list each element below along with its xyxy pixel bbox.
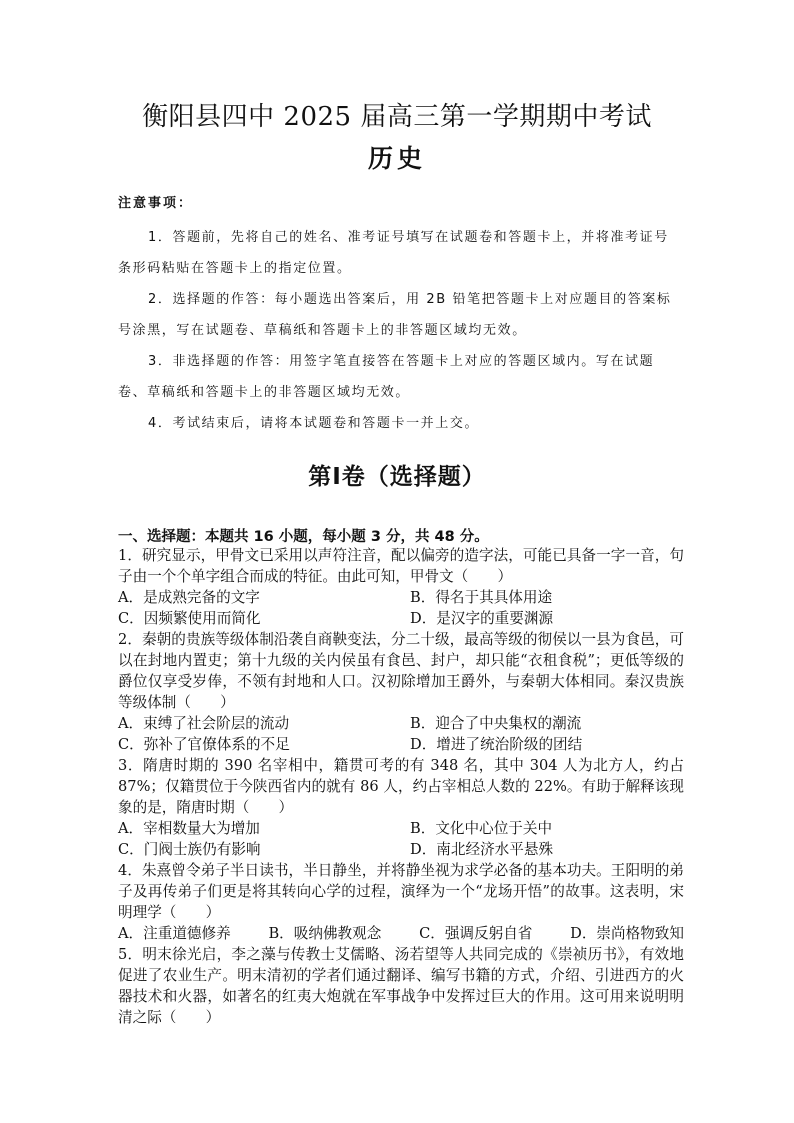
question-2 xyxy=(118,629,684,755)
question-stem: 4．朱熹曾令弟子半日读书，半日静坐，并将静坐视为求学必备的基本功夫。王阳明的弟子及再传弟子们更是将其转向心学的过程，演绎为一个“龙场开悟”的故事。这表明，宋明理学（ ） xyxy=(118,862,684,921)
option-d: D．是汉字的重要渊源 xyxy=(410,610,554,627)
option-a: A．束缚了社会阶层的流动 xyxy=(118,715,290,732)
question-stem: 3．隋唐时期的 390 名宰相中，籍贯可考的有 348 名，其中 304 人为北方人，约占 87%；仅籍贯位于今陕西省内的就有 86 人，约占宰相总人数的 22%。有助于解释该现象的是，隋唐时期（ ） xyxy=(118,757,684,816)
option-row xyxy=(118,839,684,860)
question-1 xyxy=(118,545,684,629)
option-a: A．注重道德修养 xyxy=(118,925,231,942)
question-4 xyxy=(118,860,684,944)
option-row xyxy=(118,713,684,734)
question-stem: 5．明末徐光启，李之藻与传教士艾儒略、汤若望等人共同完成的《崇祯历书》，有效地促进了农业生产。明末清初的学者们通过翻译、编写书籍的方式，介绍、引进西方的火器技术和火器，如著名的红夷大炮就在军事战争中发挥过巨大的作用。这可用来说明明清之际（ ） xyxy=(118,946,684,1026)
part-title: 第Ⅰ卷（选择题） xyxy=(308,464,486,490)
option-d: D．增进了统治阶级的团结 xyxy=(410,736,583,753)
notice-item-3: 3．非选择题的作答：用签字笔直接答在答题卡上对应的答题区域内。写在试题卷、草稿纸和答题卡上的非答题区域均无效。 xyxy=(118,354,655,400)
option-b: B．吸纳佛教观念 xyxy=(268,925,382,942)
option-c: C．因频繁使用而简化 xyxy=(118,610,261,627)
option-d: D．崇尚格物致知 xyxy=(570,925,684,942)
option-a: A．宰相数量大为增加 xyxy=(118,820,260,837)
option-c: C．强调反躬自省 xyxy=(419,925,533,942)
option-row xyxy=(118,608,684,629)
section-heading: 一、选择题：本题共 16 小题，每小题 3 分，共 48 分。 xyxy=(118,529,489,545)
notice-item-1: 1．答题前，先将自己的姓名、准考证号填写在试题卷和答题卡上，并将准考证号条形码粘贴在答题卡上的指定位置。 xyxy=(118,230,669,276)
option-c: C．门阀士族仍有影响 xyxy=(118,841,261,858)
notice-heading: 注意事项： xyxy=(118,196,194,211)
question-stem: 2．秦朝的贵族等级体制沿袭自商鞅变法，分二十级，最高等级的彻侯以一县为食邑，可以在封地内置吏；第十九级的关内侯虽有食邑、封户，却只能“衣租食税”；更低等级的爵位仅享受岁俸，不领有封地和人口。汉初除增加王爵外，与秦朝大体相同。秦汉贵族等级体制（ ） xyxy=(118,631,684,711)
option-row xyxy=(118,923,684,944)
exam-title: 衡阳县四中 2025 届高三第一学期期中考试 xyxy=(142,102,652,132)
notice-item-2: 2．选择题的作答：每小题选出答案后，用 2B 铅笔把答题卡上对应题目的答案标号涂黑，写在试题卷、草稿纸和答题卡上的非答题区域均无效。 xyxy=(118,292,672,338)
option-b: B．文化中心位于关中 xyxy=(410,820,553,837)
option-row xyxy=(118,734,684,755)
option-b: B．得名于其具体用途 xyxy=(410,589,553,606)
option-c: C．弥补了官僚体系的不足 xyxy=(118,736,290,753)
notice-item-4: 4．考试结束后，请将本试题卷和答题卡一并上交。 xyxy=(148,416,480,431)
option-row xyxy=(118,587,684,608)
option-a: A．是成熟完备的文字 xyxy=(118,589,260,606)
question-5 xyxy=(118,944,684,1028)
question-3 xyxy=(118,755,684,860)
subject-title: 历史 xyxy=(367,144,426,173)
option-row xyxy=(118,818,684,839)
option-b: B．迎合了中央集权的潮流 xyxy=(410,715,582,732)
question-stem: 1．研究显示，甲骨文已采用以声符注音，配以偏旁的造字法，可能已具备一字一音，句子由一个个单字组合而成的特征。由此可知，甲骨文（ ） xyxy=(118,547,684,585)
option-d: D．南北经济水平悬殊 xyxy=(410,841,554,858)
